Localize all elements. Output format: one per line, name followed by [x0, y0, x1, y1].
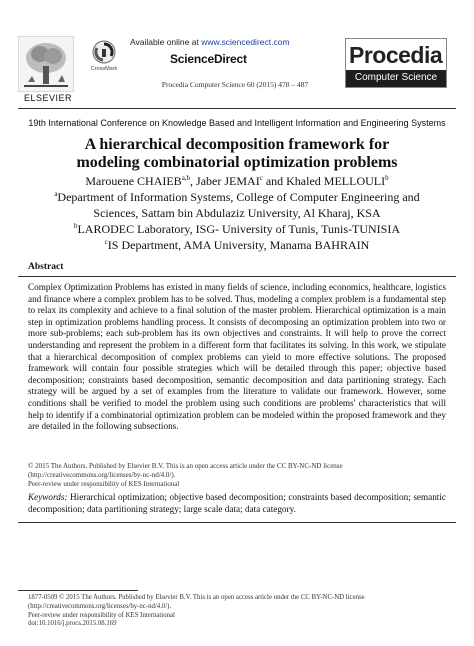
journal-reference: Procedia Computer Science 60 (2015) 478 – 487: [161, 80, 309, 89]
elsevier-tree-logo: [18, 36, 74, 92]
affiliation-a-cont: Sciences, Sattam bin Abdulaziz University, Al Kharaj, KSA: [93, 206, 381, 220]
footer-license-link[interactable]: (http://creativecommons.org/licenses/by-nc-nd/4.0/).: [28, 602, 172, 610]
author-list: Marouene CHAIEB$^{a,b}$, Jaber JEMAI$^c$ and Khaled MELLOULI$^b$: [85, 174, 389, 188]
conference-name: 19th International Conference on Knowledge Based and Intelligent Information and Engineering Systems: [28, 118, 446, 128]
affiliation-c: $^c$IS Department, AMA University, Manama BAHRAIN: [104, 238, 370, 252]
abstract-text: Complex Optimization Problems has existed in many fields of science, including economics, healthcare, logistics and finance where a complex problem has to be solved. Thus, modeling a complex problem is a fundamental step to relax its complexity and achieve to a final solution of the master problem. Hierarchical optimization is a main step in optimization problems handling process. It consists of decomposing an optimization problem into two or more sub-problems; each sub-problem has its own objectives and constraints. It will help to prove the correct understanding and represent the problem in a different form that facilitates its solving. In this work, we stipulate that a hierarchical decomposition of complex problems can yield to more effective solutions. The proposed framework will contain four possible strategies which will be detailed through this paper; objective based decomposition; constraints based decomposition, semantic decomposition and data partitioning strategy. Each strategy will be argued by a set of examples from the literature to validate our framework. However, some conditions shall be verified to model the problem using such conditions are problems' characteristics that will help to identify if a combinatorial optimization problem can be modeled within the proposed framework and they are detailed in the following subsections.: [28, 282, 446, 432]
keywords-text: Hierarchical optimization; objective based decomposition; constraints based decomposition; semantic decomposition; data partitioning strategy; large scale data; data category.: [28, 492, 446, 514]
publisher-name: ELSEVIER: [23, 93, 73, 103]
procedia-logo: [345, 38, 447, 88]
title-line-1: A hierarchical decomposition framework for: [84, 136, 390, 153]
crossmark-icon[interactable]: [92, 40, 116, 64]
title-line-2: modeling combinatorial optimization problems: [76, 154, 398, 171]
keywords: [28, 492, 446, 515]
abstract-heading: Abstract: [28, 262, 64, 272]
paper-title: [40, 136, 434, 172]
sciencedirect-logo: ScienceDirect: [170, 52, 247, 66]
procedia-subtitle: Computer Science: [354, 72, 438, 83]
availability-line: Available online at www.sciencedirect.com: [130, 37, 290, 47]
keywords-label: Keywords:: [28, 492, 68, 502]
abstract-rule-top: [18, 276, 456, 277]
license-link[interactable]: (http://creativecommons.org/licenses/by-nc-nd/4.0/).: [28, 471, 176, 479]
footer-rule: [18, 590, 138, 591]
license-note: © 2015 The Authors. Published by Elsevier B.V. This is an open access article under the CC BY-NC-ND license (http://creativecommons.org/licenses/by-nc-nd/4.0/). Peer-review under responsibility of KES International: [28, 462, 446, 489]
footer-note: 1877-0509 © 2015 The Authors. Published by Elsevier B.V. This is an open access article under the CC BY-NC-ND license (http://creativecommons.org/licenses/by-nc-nd/4.0/). Peer-review under responsibility of KES International doi:10.1016/j.procs.2015.08.169: [28, 594, 448, 629]
affiliation-a: $^a$Department of Information Systems, College of Computer Engineering and: [54, 190, 420, 204]
procedia-name: Procedia: [349, 42, 443, 68]
crossmark-label: CrossMark: [90, 66, 118, 72]
doi[interactable]: doi:10.1016/j.procs.2015.08.169: [28, 620, 117, 628]
sciencedirect-link[interactable]: www.sciencedirect.com: [201, 37, 290, 47]
header-rule: [18, 108, 456, 109]
keywords-rule: [18, 522, 456, 523]
affiliation-b: $^b$LARODEC Laboratory, ISG- University of Tunis, Tunis-TUNISIA: [73, 222, 401, 236]
page-header: [0, 0, 474, 108]
